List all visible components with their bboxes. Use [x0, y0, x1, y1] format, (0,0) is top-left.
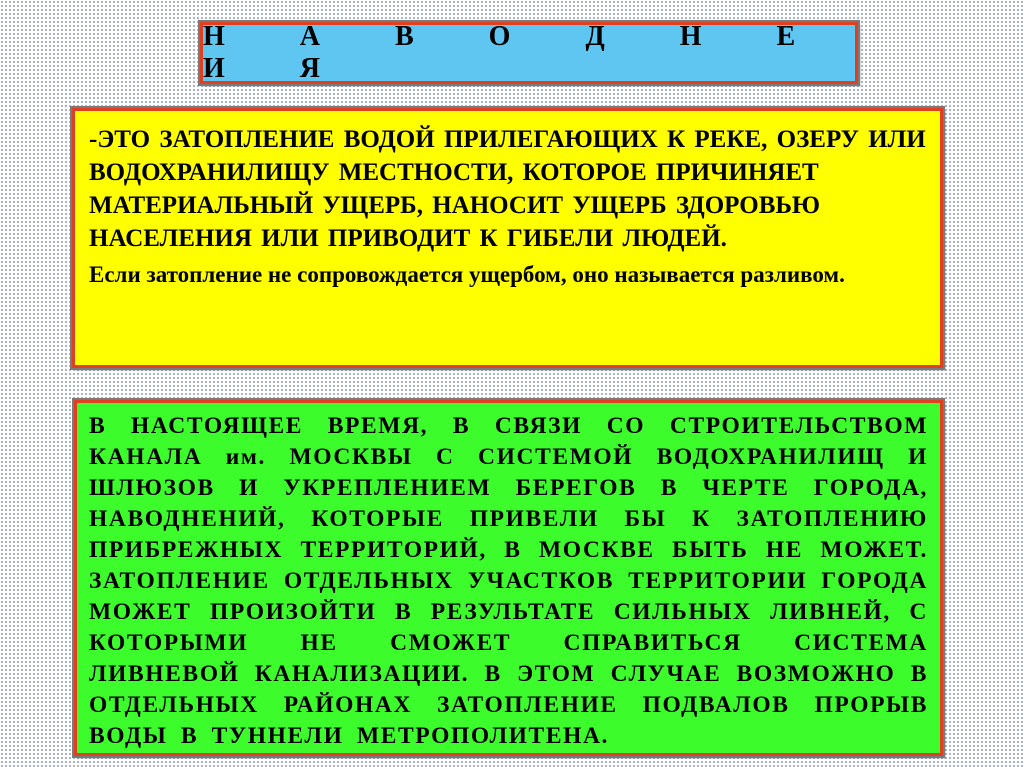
slide-title-box — [200, 22, 858, 84]
moscow-info-text: В НАСТОЯЩЕЕ ВРЕМЯ, В СВЯЗИ СО СТРОИТЕЛЬСТВОМ КАНАЛА им. МОСКВЫ С СИСТЕМОЙ ВОДОХРАНИЛИЩ И ШЛЮЗОВ И УКРЕПЛЕНИЕМ БЕРЕГОВ В ЧЕРТЕ ГОРОДА, НАВОДНЕНИЙ, КОТОРЫЕ ПРИВЕЛИ БЫ К ЗАТОПЛЕНИЮ ПРИБРЕЖНЫХ ТЕРРИТОРИЙ, В МОСКВЕ БЫТЬ НЕ МОЖЕТ. ЗАТОПЛЕНИЕ ОТДЕЛЬНЫХ УЧАСТКОВ ТЕРРИТОРИИ ГОРОДА МОЖЕТ ПРОИЗОЙТИ В РЕЗУЛЬТАТЕ СИЛЬНЫХ ЛИВНЕЙ, С КОТОРЫМИ НЕ СМОЖЕТ СПРАВИТЬСЯ СИСТЕМА ЛИВНЕВОЙ КАНАЛИЗАЦИИ. В ЭТОМ СЛУЧАЕ ВОЗМОЖНО В ОТДЕЛЬНЫХ РАЙОНАХ ЗАТОПЛЕНИЕ ПОДВАЛОВ ПРОРЫВ ВОДЫ В ТУННЕЛИ МЕТРОПОЛИТЕНА. — [89, 413, 928, 749]
definition-note: Если затопление не сопровождается ущербом, оно называется разливом. — [89, 262, 845, 287]
moscow-info-box — [74, 400, 943, 756]
slide-title: Н А В О Д Н Е И Я — [203, 21, 830, 84]
definition-text: -ЭТО ЗАТОПЛЕНИЕ ВОДОЙ ПРИЛЕГАЮЩИХ К РЕКЕ, ОЗЕРУ ИЛИ ВОДОХРАНИЛИЩУ МЕСТНОСТИ, КОТОРОЕ ПРИЧИНЯЕТ МАТЕРИАЛЬНЫЙ УЩЕРБ, НАНОСИТ УЩЕРБ ЗДОРОВЬЮ НАСЕЛЕНИЯ ИЛИ ПРИВОДИТ К ГИБЕЛИ ЛЮДЕЙ. — [89, 126, 926, 252]
definition-box — [72, 108, 943, 368]
